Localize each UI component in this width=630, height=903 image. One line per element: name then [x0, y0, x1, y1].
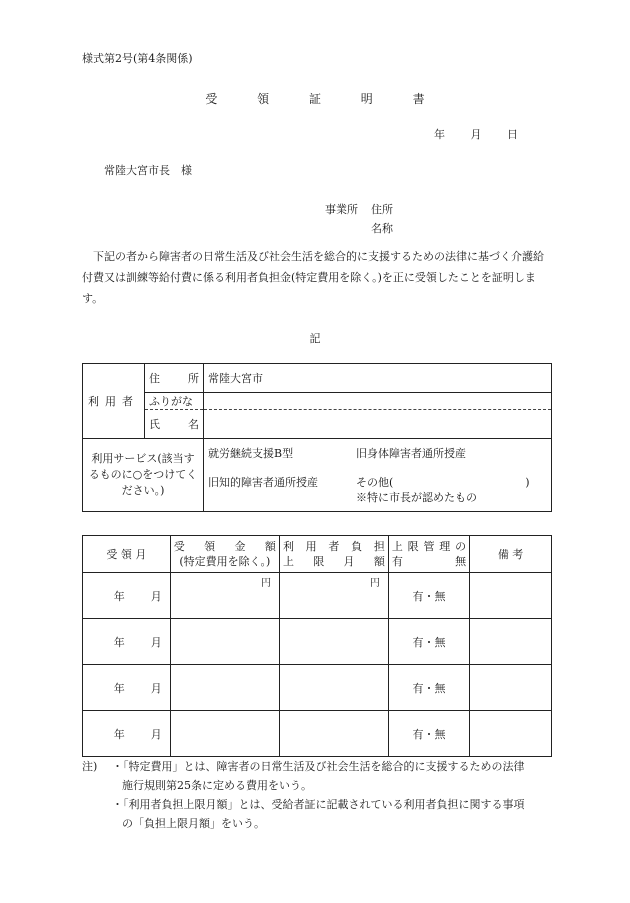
note-cell[interactable]	[470, 711, 552, 757]
issue-date	[412, 126, 518, 142]
name-label: 氏 名	[145, 410, 204, 439]
form-number: 様式第2号(第4条関係)	[82, 52, 193, 65]
mgmt-cell[interactable]: 有・無	[388, 665, 469, 711]
mgmt-cell[interactable]: 有・無	[388, 573, 469, 619]
header-mgmt: 上限管理の 有無	[388, 536, 469, 573]
notes	[82, 757, 562, 833]
table-row	[83, 619, 552, 665]
service-note: ※特に市長が認めたもの	[356, 490, 477, 504]
table-row	[83, 711, 552, 757]
office-label: 事業所	[325, 203, 358, 216]
cap-cell[interactable]	[279, 619, 388, 665]
note-item: ・「特定費用」とは、障害者の日常生活及び社会生活を総合的に支援するための法律	[112, 760, 525, 773]
cap-cell[interactable]	[279, 665, 388, 711]
cap-cell[interactable]	[279, 711, 388, 757]
note-item-continuation: 施行規則第25条に定める費用をいう。	[122, 779, 312, 792]
date-year: 年	[434, 128, 445, 141]
amount-cell[interactable]	[170, 573, 279, 619]
amount-cell[interactable]	[170, 619, 279, 665]
office-name-label: 名称	[371, 222, 393, 235]
office-address-label: 住所	[371, 203, 393, 216]
receipt-ledger-table	[82, 535, 552, 757]
header-cap: 利用者負担 上限月額	[279, 536, 388, 573]
amount-cell[interactable]	[170, 665, 279, 711]
user-label: 利用者	[83, 364, 145, 439]
name-field[interactable]	[204, 410, 552, 439]
furigana-field[interactable]	[204, 393, 552, 410]
header-month: 受 領 月	[83, 536, 171, 573]
service-options	[204, 439, 552, 512]
notes-head: 注)	[82, 760, 98, 773]
note-item-continuation: の「負担上限月額」をいう。	[122, 817, 265, 830]
service-option-other[interactable]: その他( ) ※特に市長が認めたもの	[356, 475, 530, 504]
mgmt-cell[interactable]: 有・無	[388, 619, 469, 665]
addressee: 常陸大宮市長 様	[104, 164, 192, 177]
table-row	[83, 573, 552, 619]
note-cell[interactable]	[470, 665, 552, 711]
address-label: 住 所	[145, 364, 204, 393]
ki-heading: 記	[309, 332, 321, 345]
amount-cell[interactable]	[170, 711, 279, 757]
month-cell[interactable]: 年 月	[83, 619, 171, 665]
table-row	[83, 665, 552, 711]
service-option[interactable]: 旧身体障害者通所授産	[356, 446, 466, 460]
header-note: 備 考	[470, 536, 552, 573]
date-day: 日	[507, 128, 518, 141]
certification-text: 下記の者から障害者の日常生活及び社会生活を総合的に支援するための法律に基づく介護給付費又は訓練等給付費に係る利用者負担金(特定費用を除く。)を正に受領したことを証明します。	[82, 250, 544, 305]
date-month: 月	[470, 128, 482, 141]
month-cell[interactable]: 年 月	[83, 573, 171, 619]
user-info-table	[82, 363, 552, 512]
header-amount: 受 領 金 額 (特定費用を除く。)	[170, 536, 279, 573]
document-title: 受 領 証 明 書	[205, 92, 443, 106]
furigana-label: ふりがな	[145, 393, 204, 410]
service-option[interactable]: 旧知的障害者通所授産	[208, 475, 318, 489]
note-cell[interactable]	[470, 573, 552, 619]
month-cell[interactable]: 年 月	[83, 711, 171, 757]
note-cell[interactable]	[470, 619, 552, 665]
yen-unit: 円	[369, 578, 380, 589]
service-option[interactable]: 就労継続支援B型	[208, 446, 294, 460]
address-value[interactable]: 常陸大宮市	[204, 364, 552, 393]
service-label: 利用サービス(該当するものに○をつけてください。)	[83, 439, 204, 512]
mgmt-cell[interactable]: 有・無	[388, 711, 469, 757]
office-block	[325, 200, 393, 238]
cap-cell[interactable]	[279, 573, 388, 619]
note-item: ・「利用者負担上限月額」とは、受給者証に記載されている利用者負担に関する事項	[112, 798, 525, 811]
yen-unit: 円	[260, 578, 271, 589]
month-cell[interactable]: 年 月	[83, 665, 171, 711]
